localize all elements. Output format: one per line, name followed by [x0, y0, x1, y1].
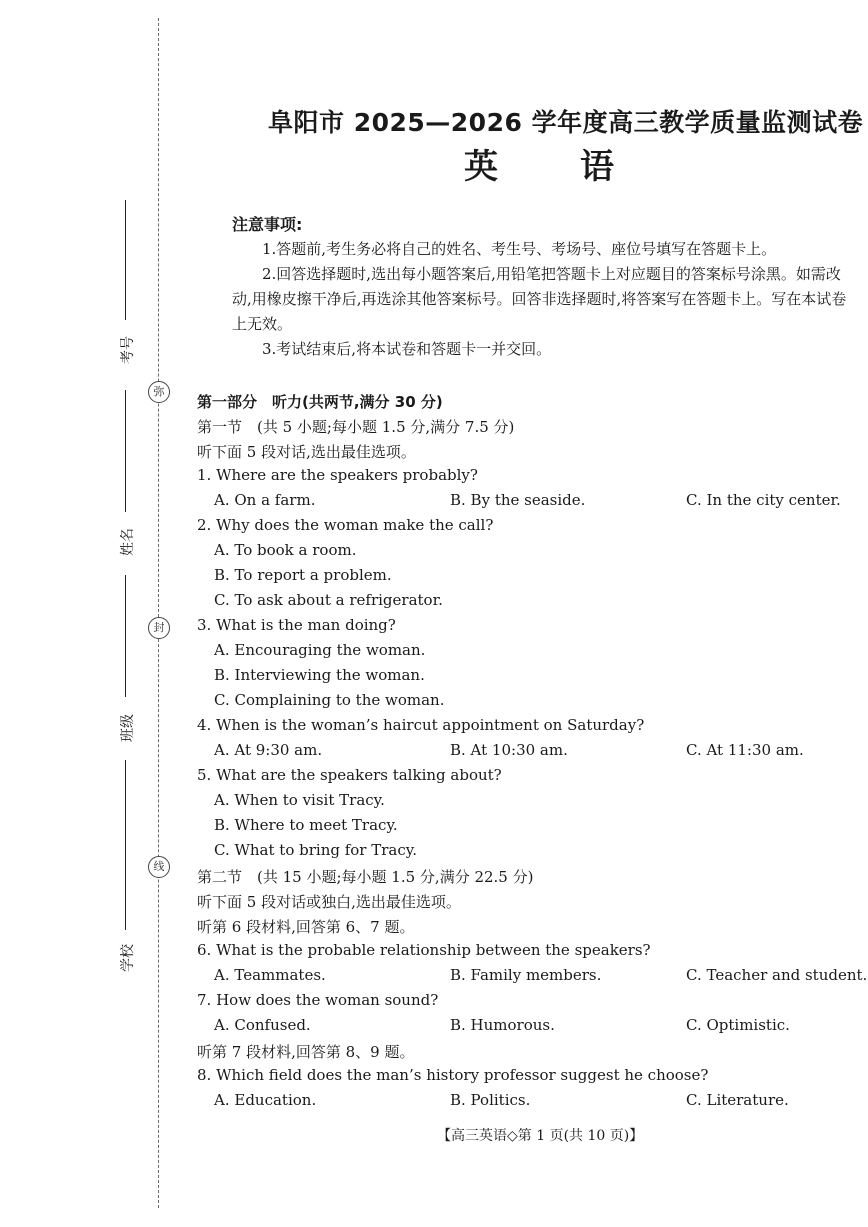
option-b: B. Interviewing the woman. — [214, 666, 425, 684]
option-c: C. Optimistic. — [686, 1016, 790, 1034]
option-b: B. To report a problem. — [214, 566, 392, 584]
question-stem: 5. What are the speakers talking about? — [197, 766, 502, 784]
question-stem: 7. How does the woman sound? — [197, 991, 439, 1009]
field-exam-number-label: 考号 — [120, 336, 136, 364]
field-class-label: 班级 — [120, 714, 136, 742]
option-c: C. At 11:30 am. — [686, 741, 804, 759]
seal-xian: 线 — [148, 856, 170, 878]
material-6-note: 听第 6 段材料,回答第 6、7 题。 — [197, 918, 415, 936]
part1-title: 第一部分 听力(共两节,满分 30 分) — [197, 393, 443, 411]
field-school[interactable] — [105, 760, 135, 970]
option-a: A. To book a room. — [214, 541, 357, 559]
option-a: A. At 9:30 am. — [214, 741, 323, 759]
subject-title: 英语 — [464, 147, 696, 187]
option-b: B. Where to meet Tracy. — [214, 816, 398, 834]
section2-title: 第二节 (共 15 小题;每小题 1.5 分,满分 22.5 分) — [197, 868, 534, 886]
option-c: C. In the city center. — [686, 491, 841, 509]
option-c: C. Complaining to the woman. — [214, 691, 445, 709]
option-a: A. When to visit Tracy. — [214, 791, 385, 809]
option-c: C. Teacher and student. — [686, 966, 868, 984]
binding-dashed-line — [158, 18, 159, 1208]
section2-instruction: 听下面 5 段对话或独白,选出最佳选项。 — [197, 893, 461, 911]
option-b: B. Family members. — [450, 966, 602, 984]
section1-title: 第一节 (共 5 小题;每小题 1.5 分,满分 7.5 分) — [197, 418, 515, 436]
question-stem: 1. Where are the speakers probably? — [197, 466, 478, 484]
note-item: 2.回答选择题时,选出每小题答案后,用铅笔把答题卡上对应题目的答案标号涂黑。如需改动,用橡皮擦干净后,再选涂其他答案标号。回答非选择题时,将答案写在答题卡上。写在本试卷上无效。 — [232, 265, 847, 333]
page-footer: 【高三英语◇第 1 页(共 10 页)】 — [437, 1128, 644, 1144]
option-b: B. At 10:30 am. — [450, 741, 568, 759]
seal-feng: 封 — [148, 617, 170, 639]
option-b: B. Humorous. — [450, 1016, 555, 1034]
question-stem: 3. What is the man doing? — [197, 616, 396, 634]
field-exam-number[interactable] — [105, 200, 135, 370]
option-a: A. Confused. — [214, 1016, 311, 1034]
material-7-note: 听第 7 段材料,回答第 8、9 题。 — [197, 1043, 415, 1061]
option-c: C. To ask about a refrigerator. — [214, 591, 443, 609]
field-name[interactable] — [105, 390, 135, 560]
option-c: C. Literature. — [686, 1091, 789, 1109]
note-item: 3.考试结束后,将本试卷和答题卡一并交回。 — [262, 340, 552, 358]
notes-list — [232, 237, 850, 362]
field-class[interactable] — [105, 575, 135, 745]
option-b: B. By the seaside. — [450, 491, 586, 509]
option-a: A. Encouraging the woman. — [214, 641, 426, 659]
notes-heading: 注意事项: — [232, 215, 303, 234]
question-stem: 2. Why does the woman make the call? — [197, 516, 494, 534]
section1-instruction: 听下面 5 段对话,选出最佳选项。 — [197, 443, 416, 461]
question-stem: 6. What is the probable relationship between the speakers? — [197, 941, 651, 959]
question-stem: 8. Which field does the man’s history professor suggest he choose? — [197, 1066, 709, 1084]
option-a: A. On a farm. — [214, 491, 316, 509]
option-b: B. Politics. — [450, 1091, 531, 1109]
seal-mi: 弥 — [148, 381, 170, 403]
field-school-label: 学校 — [120, 944, 136, 972]
field-name-label: 姓名 — [120, 528, 136, 556]
option-a: A. Teammates. — [214, 966, 326, 984]
option-a: A. Education. — [214, 1091, 317, 1109]
question-stem: 4. When is the woman’s haircut appointment on Saturday? — [197, 716, 645, 734]
option-c: C. What to bring for Tracy. — [214, 841, 418, 859]
note-item: 1.答题前,考生务必将自己的姓名、考生号、考场号、座位号填写在答题卡上。 — [262, 240, 777, 258]
exam-title: 阜阳市 2025—2026 学年度高三教学质量监测试卷 — [268, 108, 864, 137]
